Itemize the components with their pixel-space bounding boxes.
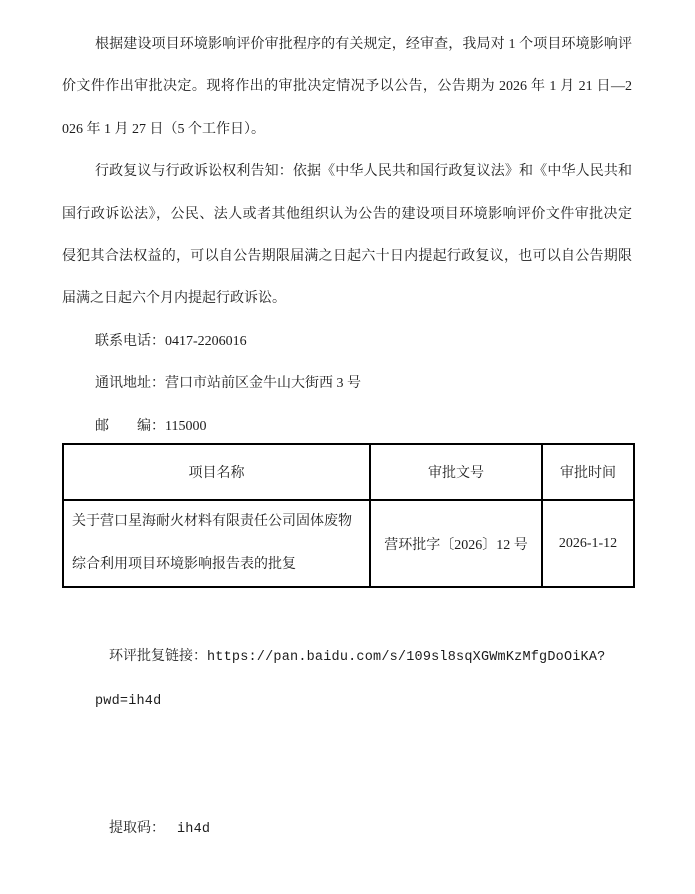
table-header-row: [63, 444, 634, 500]
approval-link-url[interactable]: https://pan.baidu.com/s/109sl8sqXGWmKzMfgDoOiKA?pwd=ih4d: [95, 650, 606, 709]
column-header-approval-doc-no: 审批文号: [370, 444, 542, 500]
paragraph-line: 行政复议与行政诉讼权利告知：依据《中华人民共和国行政复议法》和《中华人民共和: [95, 164, 632, 180]
extraction-code-value: ih4d: [177, 822, 211, 838]
extraction-code-line: [62, 766, 632, 894]
contact-postcode-line: 邮 编：115000: [95, 418, 207, 434]
cell-approval-date: 2026-1-12: [542, 500, 634, 587]
paragraph-line: 价文件作出审批决定。现将作出的审批决定情况予以公告，公告期为 2026 年 1 月 21 日—2: [62, 79, 632, 95]
contact-phone-line: 联系电话：0417-2206016: [95, 333, 247, 349]
paragraph-line: 国行政诉讼法》，公民、法人或者其他组织认为公告的建设项目环境影响评价文件审批决定: [62, 206, 632, 222]
table-row: [63, 500, 634, 587]
approval-link-line: [62, 594, 632, 766]
cell-project-name: 关于营口星海耐火材料有限责任公司固体废物综合利用项目环境影响报告表的批复: [63, 500, 370, 587]
paragraph-line: 026 年 1 月 27 日（5 个工作日）。: [62, 121, 265, 137]
contact-address-line: 通讯地址：营口市站前区金牛山大街西 3 号: [95, 376, 361, 392]
paragraph-line: 根据建设项目环境影响评价审批程序的有关规定，经审查，我局对 1 个项目环境影响评: [95, 37, 632, 52]
column-header-approval-date: 审批时间: [542, 444, 634, 500]
paragraph-line: 侵犯其合法权益的，可以自公告期限届满之日起六十日内提起行政复议，也可以自公告期限: [62, 249, 632, 265]
cell-approval-doc-no: 营环批字〔2026〕12 号: [370, 500, 542, 587]
extraction-code-label: 提取码：: [109, 821, 165, 837]
column-header-project-name: 项目名称: [63, 444, 370, 500]
approval-table: [62, 443, 635, 588]
paragraph-line: 届满之日起六个月内提起行政诉讼。: [62, 291, 286, 307]
approval-link-label: 环评批复链接：: [109, 649, 207, 665]
